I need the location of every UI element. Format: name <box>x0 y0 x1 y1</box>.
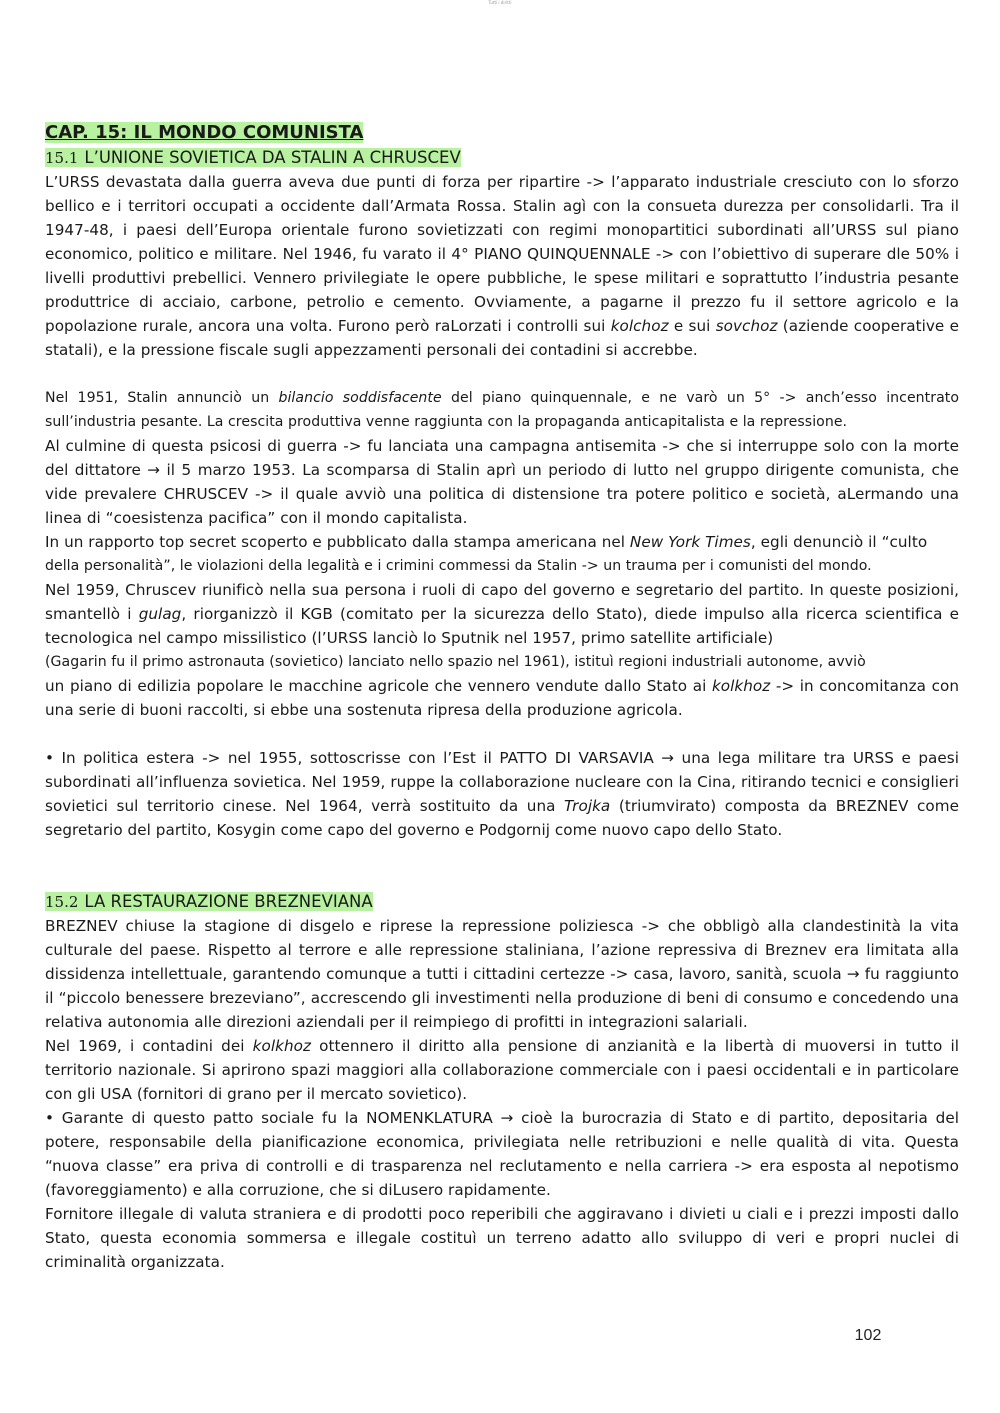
paragraph: BREZNEV chiuse la stagione di disgelo e riprese la repressione poliziesca -> che obbligò alla clandestinità la vita culturale del paese. Rispetto al terrore e alle repressione staliniana, l’azione repressiva di Breznev era limitata alla dissidenza intellettuale, garantendo comunque a tutti i cittadini certezze -> casa, lavoro, sanità, scuola → fu raggiunto il “piccolo benessere brezeviano”, accrescendo gli investimenti nella produzione di beni di consumo e concedendo una relativa autonomia alle direzioni aziendali per il reimpiego di profitti in integrazioni salariali. <box>45 917 959 1031</box>
paragraph: • In politica estera -> nel 1955, sottoscrisse con l’Est il PATTO DI VARSAVIA → una lega militare tra URSS e paesi subordinati all’influenza sovietica. Nel 1959, ruppe la collaborazione nucleare con la Cina, ritirando tecnici e consiglieri sovietici sul territorio cinese. Nel 1964, verrà sostituito da una Trojka (triumvirato) composta da BREZNEV come segretario del partito, Kosygin come capo del governo e Podgornij come nuovo capo dello Stato. <box>45 749 960 839</box>
section-heading-15-1 <box>45 146 959 170</box>
section-heading-15-2 <box>45 890 959 914</box>
italic-term: gulag <box>138 605 182 623</box>
paragraph: Nel 1969, i contadini dei kolkhoz ottennero il diritto alla pensione di anzianità e la libertà di muoversi in tutto il territorio nazionale. Si aprirono spazi maggiori alla collaborazione commerciale con i paesi occidentali e in particolare con gli USA (fornitori di grano per il mercato sovietico). <box>45 1037 960 1103</box>
italic-term: kolchoz <box>610 317 669 335</box>
paragraph: della personalità”, le violazioni della legalità e i crimini commessi da Stalin -> un trauma per i comunisti del mondo. <box>45 558 872 574</box>
paragraph: un piano di edilizia popolare le macchine agricole che vennero vendute dallo Stato ai kolkhoz -> in concomitanza con una serie di buoni raccolti, si ebbe una sostenuta ripresa della produzione agricola. <box>45 677 959 719</box>
italic-term: New York Times <box>629 533 751 551</box>
document-page <box>45 120 959 1274</box>
paragraph: Nel 1959, Chruscev riunificò nella sua persona i ruoli di capo del governo e segretario del partito. In queste posizioni, smantellò i gulag, riorganizzò il KGB (comitato per la sicurezza dello Stato), diede impulso alla ricerca scientifica e tecnologica nel campo missilistico (l’URSS lanciò lo Sputnik nel 1957, primo satellite artificiale) <box>45 581 959 647</box>
chapter-title-text: CAP. 15: IL MONDO COMUNISTA <box>45 122 364 143</box>
page-header-mark: Tutti i diritti <box>488 0 512 5</box>
italic-term: kolkhoz <box>252 1037 311 1055</box>
paragraph: Nel 1951, Stalin annunciò un bilancio soddisfacente del piano quinquennale, e ne varò un 5° -> anch’esso incentrato sull’industria pesante. La crescita produttiva venne raggiunta con la propaganda anticapitalista e la repressione. <box>45 390 960 430</box>
section-number: 15.1 <box>45 149 79 167</box>
paragraph: • Garante di questo patto sociale fu la NOMENKLATURA → cioè la burocrazia di Stato e di partito, depositaria del potere, responsabile della pianificazione economica, privilegiata nelle retribuzioni e nelle qualità di vita. Questa “nuova classe” era priva di controlli e di trasparenza nel reclutamento e nella carriera -> era esposta al nepotismo (favoreggiamento) e alla corruzione, che si diLusero rapidamente. <box>45 1109 959 1199</box>
italic-term: Trojka <box>564 797 611 815</box>
section-title: LA RESTAURAZIONE BREZNEVIANA <box>84 892 373 911</box>
paragraph: Fornitore illegale di valuta straniera e di prodotti poco reperibili che aggiravano i divieti u ciali e i prezzi imposti dallo Stato, questa economia sommersa e illegale costituì un terreno adatto allo sviluppo di veri e propri nuclei di criminalità organizzata. <box>45 1205 959 1271</box>
italic-term: sovchoz <box>715 317 778 335</box>
italic-term: bilancio soddisfacente <box>278 390 442 406</box>
page-number: 102 <box>854 1327 882 1344</box>
italic-term: kolkhoz <box>711 677 771 695</box>
paragraph: L’URSS devastata dalla guerra aveva due punti di forza per ripartire -> l’apparato industriale cresciuto con lo sforzo bellico e i territori occupati a occidente dall’Armata Rossa. Stalin agì con la consueta durezza per consolidarli. Tra il 1947-48, i paesi dell’Europa orientale furono sovietizzati con regimi monopartitici subordinati all’URSS sul piano economico, politico e militare. Nel 1946, fu varato il 4° PIANO QUINQUENNALE -> con l’obiettivo di superare dle 50% i livelli produttivi prebellici. Vennero privilegiate le opere pubbliche, le spese militari e soprattutto l’industria pesante produttrice di acciaio, carbone, petrolio e cemento. Ovviamente, a pagarne il prezzo fu il settore agricolo e la popolazione rurale, ancora una volta. Furono però raLorzati i controlli sui kolchoz e sui sovchoz (aziende cooperative e statali), e la pressione fiscale sugli appezzamenti personali dei contadini si accrebbe. <box>45 173 959 359</box>
section-title: L’UNIONE SOVIETICA DA STALIN A CHRUSCEV <box>84 148 461 167</box>
paragraph: In un rapporto top secret scoperto e pubblicato dalla stampa americana nel New York Times, egli denunciò il “culto <box>45 533 928 551</box>
paragraph: Al culmine di questa psicosi di guerra -> fu lanciata una campagna antisemita -> che si interruppe solo con la morte del dittatore → il 5 marzo 1953. La scomparsa di Stalin aprì un periodo di lutto nel gruppo dirigente comunista, che vide prevalere CHRUSCEV -> il quale avviò una politica di distensione tra potere politico e società, aLermando una linea di “coesistenza pacifica” con il mondo capitalista. <box>45 437 959 527</box>
chapter-title <box>45 120 959 146</box>
section-number: 15.2 <box>45 893 79 911</box>
paragraph: (Gagarin fu il primo astronauta (sovietico) lanciato nello spazio nel 1961), istituì regioni industriali autonome, avviò <box>45 654 866 670</box>
